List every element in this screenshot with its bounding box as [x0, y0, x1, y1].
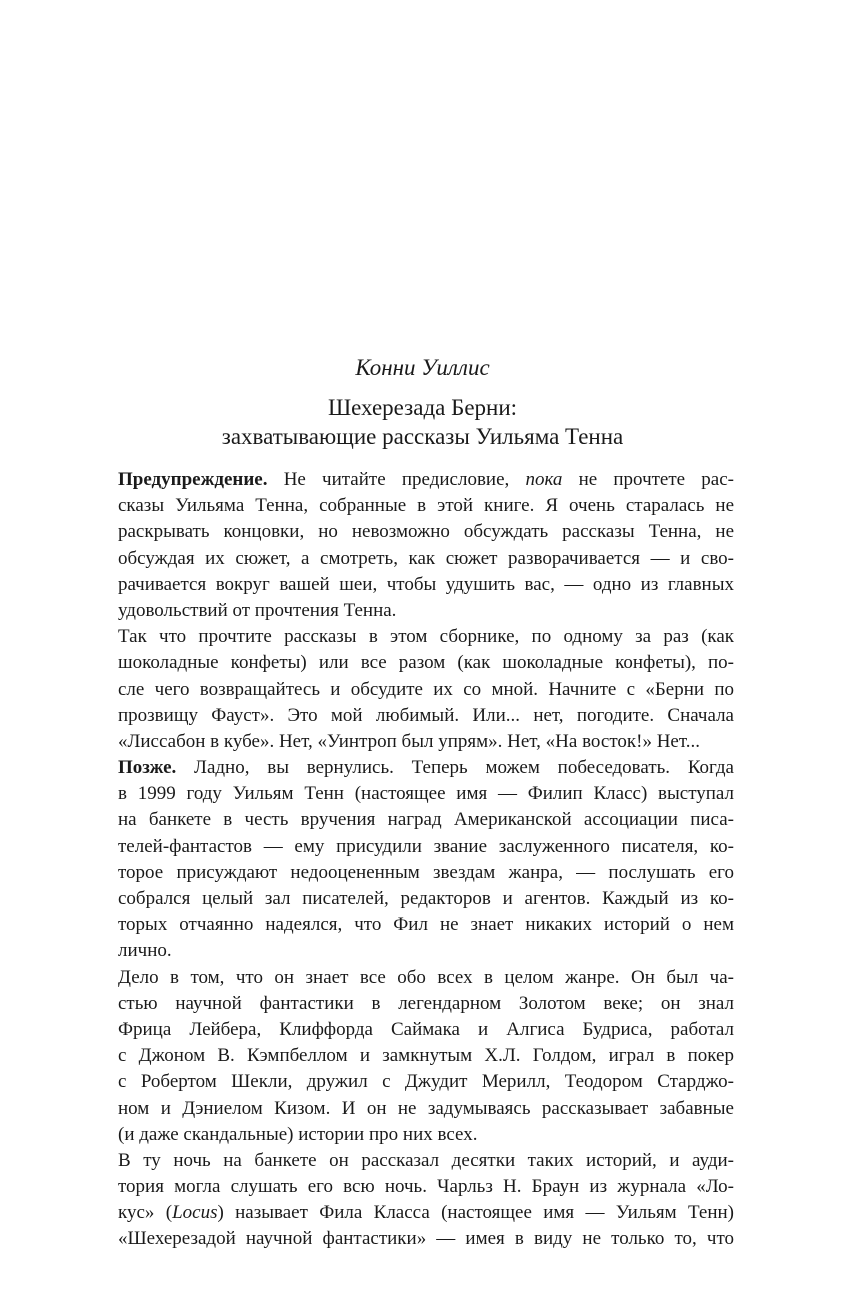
- text-line: Так что прочтите рассказы в этом сборнике, по одному за раз (как: [118, 626, 734, 648]
- paragraph: [118, 624, 734, 755]
- chapter-title-line-1: Шехерезада Берни:: [327, 395, 518, 420]
- text-line: Позже. Ладно, вы вернулись. Теперь можем побеседовать. Когда: [118, 757, 734, 779]
- text-line: (и даже скандальные) истории про них всех.: [118, 1123, 478, 1145]
- text-line: раскрывать концовки, но невозможно обсуждать рассказы Тенна, не: [118, 521, 734, 543]
- text-line: в 1999 году Уильям Тенн (настоящее имя — Филип Класс) выступал: [118, 783, 734, 805]
- body-text: [118, 467, 734, 1253]
- text-line: лично.: [118, 940, 172, 962]
- text-line: обсуждая их сюжет, а смотреть, как сюжет разворачивается — и сво-: [118, 547, 734, 569]
- text-line: на банкете в честь вручения наград Американской ассоциации писа-: [118, 809, 734, 831]
- chapter-title-line-2: захватывающие рассказы Уильяма Тенна: [221, 424, 624, 449]
- text-line: прозвищу Фауст». Это мой любимый. Или... нет, погодите. Сначала: [118, 704, 734, 726]
- text-line: ном и Дэниелом Кизом. И он не задумываясь рассказывает забавные: [118, 1097, 734, 1119]
- text-line: с Джоном В. Кэмпбеллом и замкнутым Х.Л. Голдом, играл в покер: [118, 1045, 734, 1067]
- text-line: «Шехерезадой научной фантастики» — имея в виду не только то, что: [118, 1228, 734, 1250]
- paragraph: [118, 755, 734, 965]
- text-line: тория могла слушать его всю ночь. Чарльз Н. Браун из журнала «Ло-: [118, 1176, 734, 1198]
- paragraph: [118, 965, 734, 1148]
- text-line: стью научной фантастики в легендарном Золотом веке; он знал: [118, 992, 734, 1014]
- text-line: торое присуждают недооцененным звездам жанра, — послушать его: [118, 861, 734, 883]
- text-line: сле чего возвращайтесь и обсудите их со мной. Начните с «Берни по: [118, 678, 734, 700]
- text-line: шоколадные конфеты) или все разом (как шоколадные конфеты), по-: [118, 652, 734, 674]
- chapter-title: [0, 393, 845, 451]
- text-line: Фрица Лейбера, Клиффорда Саймака и Алгиса Будриса, работал: [118, 1018, 734, 1040]
- text-line: рачивается вокруг вашей шеи, чтобы удушить вас, — одно из главных: [118, 573, 734, 595]
- text-line: В ту ночь на банкете он рассказал десятки таких историй, и ауди-: [118, 1149, 734, 1171]
- author-name: Конни Уиллис: [355, 355, 490, 380]
- paragraph: [118, 467, 734, 624]
- text-line: сказы Уильяма Тенна, собранные в этой книге. Я очень старалась не: [118, 495, 734, 517]
- text-line: удовольствий от прочтения Тенна.: [118, 599, 397, 621]
- paragraph: [118, 1148, 734, 1253]
- text-line: торых отчаянно надеялся, что Фил не знает никаких историй о нем: [118, 914, 734, 936]
- text-line: собрался целый зал писателей, редакторов и агентов. Каждый из ко-: [118, 888, 734, 909]
- text-line: «Лиссабон в кубе». Нет, «Уинтроп был упрям». Нет, «На восток!» Нет...: [118, 730, 700, 752]
- text-line: телей-фантастов — ему присудили звание заслуженного писателя, ко-: [118, 835, 734, 857]
- text-line: с Робертом Шекли, дружил с Джудит Мерилл, Теодором Старджо-: [118, 1071, 734, 1093]
- text-line: Дело в том, что он знает все обо всех в целом жанре. Он был ча-: [118, 966, 734, 988]
- text-line: Предупреждение. Не читайте предисловие, пока не прочтете рас-: [118, 469, 734, 490]
- text-line: кус» (Locus) называет Фила Класса (настоящее имя — Уильям Тенн): [118, 1202, 734, 1224]
